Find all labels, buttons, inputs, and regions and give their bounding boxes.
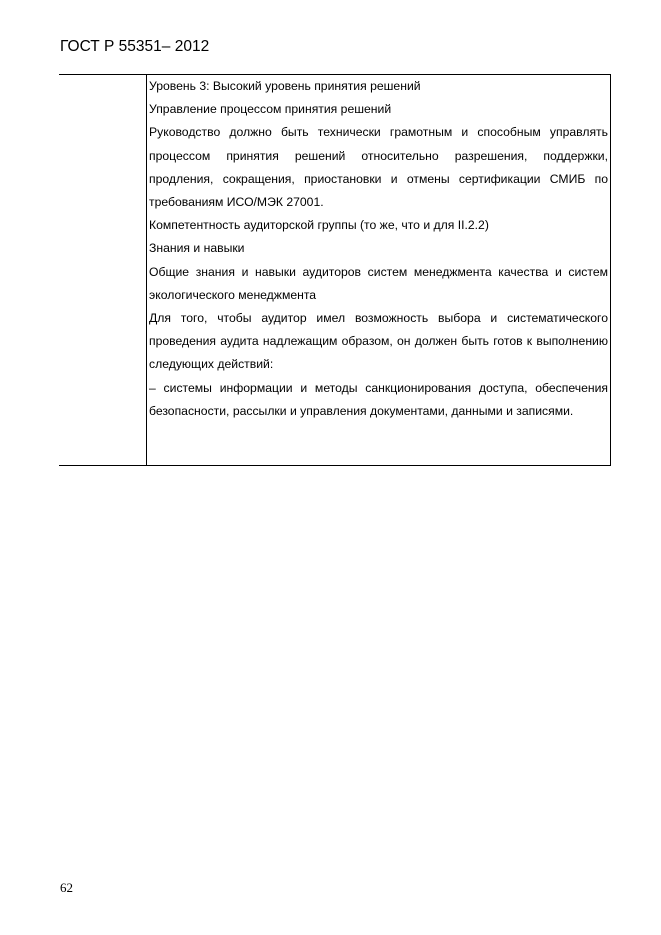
- audit-team-competence: Компетентность аудиторской группы (то же, что и для II.2.2): [149, 218, 489, 233]
- knowledge-skills-heading: Знания и навыки: [149, 241, 245, 256]
- general-knowledge-paragraph: Общие знания и навыки аудиторов систем менеджмента качества и систем экологического менеджмента: [149, 264, 608, 302]
- page-number: 62: [60, 880, 73, 895]
- table-left-column: [59, 75, 147, 465]
- requirements-table: [59, 74, 611, 466]
- table-right-column: [147, 75, 610, 465]
- document-header: ГОСТ Р 55351– 2012: [60, 38, 210, 55]
- management-paragraph: Руководство должно быть технически грамотным и способным управлять процессом принятия решений относительно разрешения, поддержки, продления, сокращения, приостановки и отмены сертификации СМИБ по требованиям ИСО/МЭК 27001.: [149, 125, 608, 210]
- level-heading: Уровень 3: Высокий уровень принятия решений: [149, 79, 421, 93]
- auditor-actions-paragraph: Для того, чтобы аудитор имел возможность выбора и систематического проведения аудита надлежащим образом, он должен быть готов к выполнению следующих действий:: [149, 311, 608, 372]
- actions-list-item: – системы информации и методы санкционирования доступа, обеспечения безопасности, рассылки и управления документами, данными и записями.: [149, 380, 608, 418]
- process-heading: Управление процессом принятия решений: [149, 102, 392, 117]
